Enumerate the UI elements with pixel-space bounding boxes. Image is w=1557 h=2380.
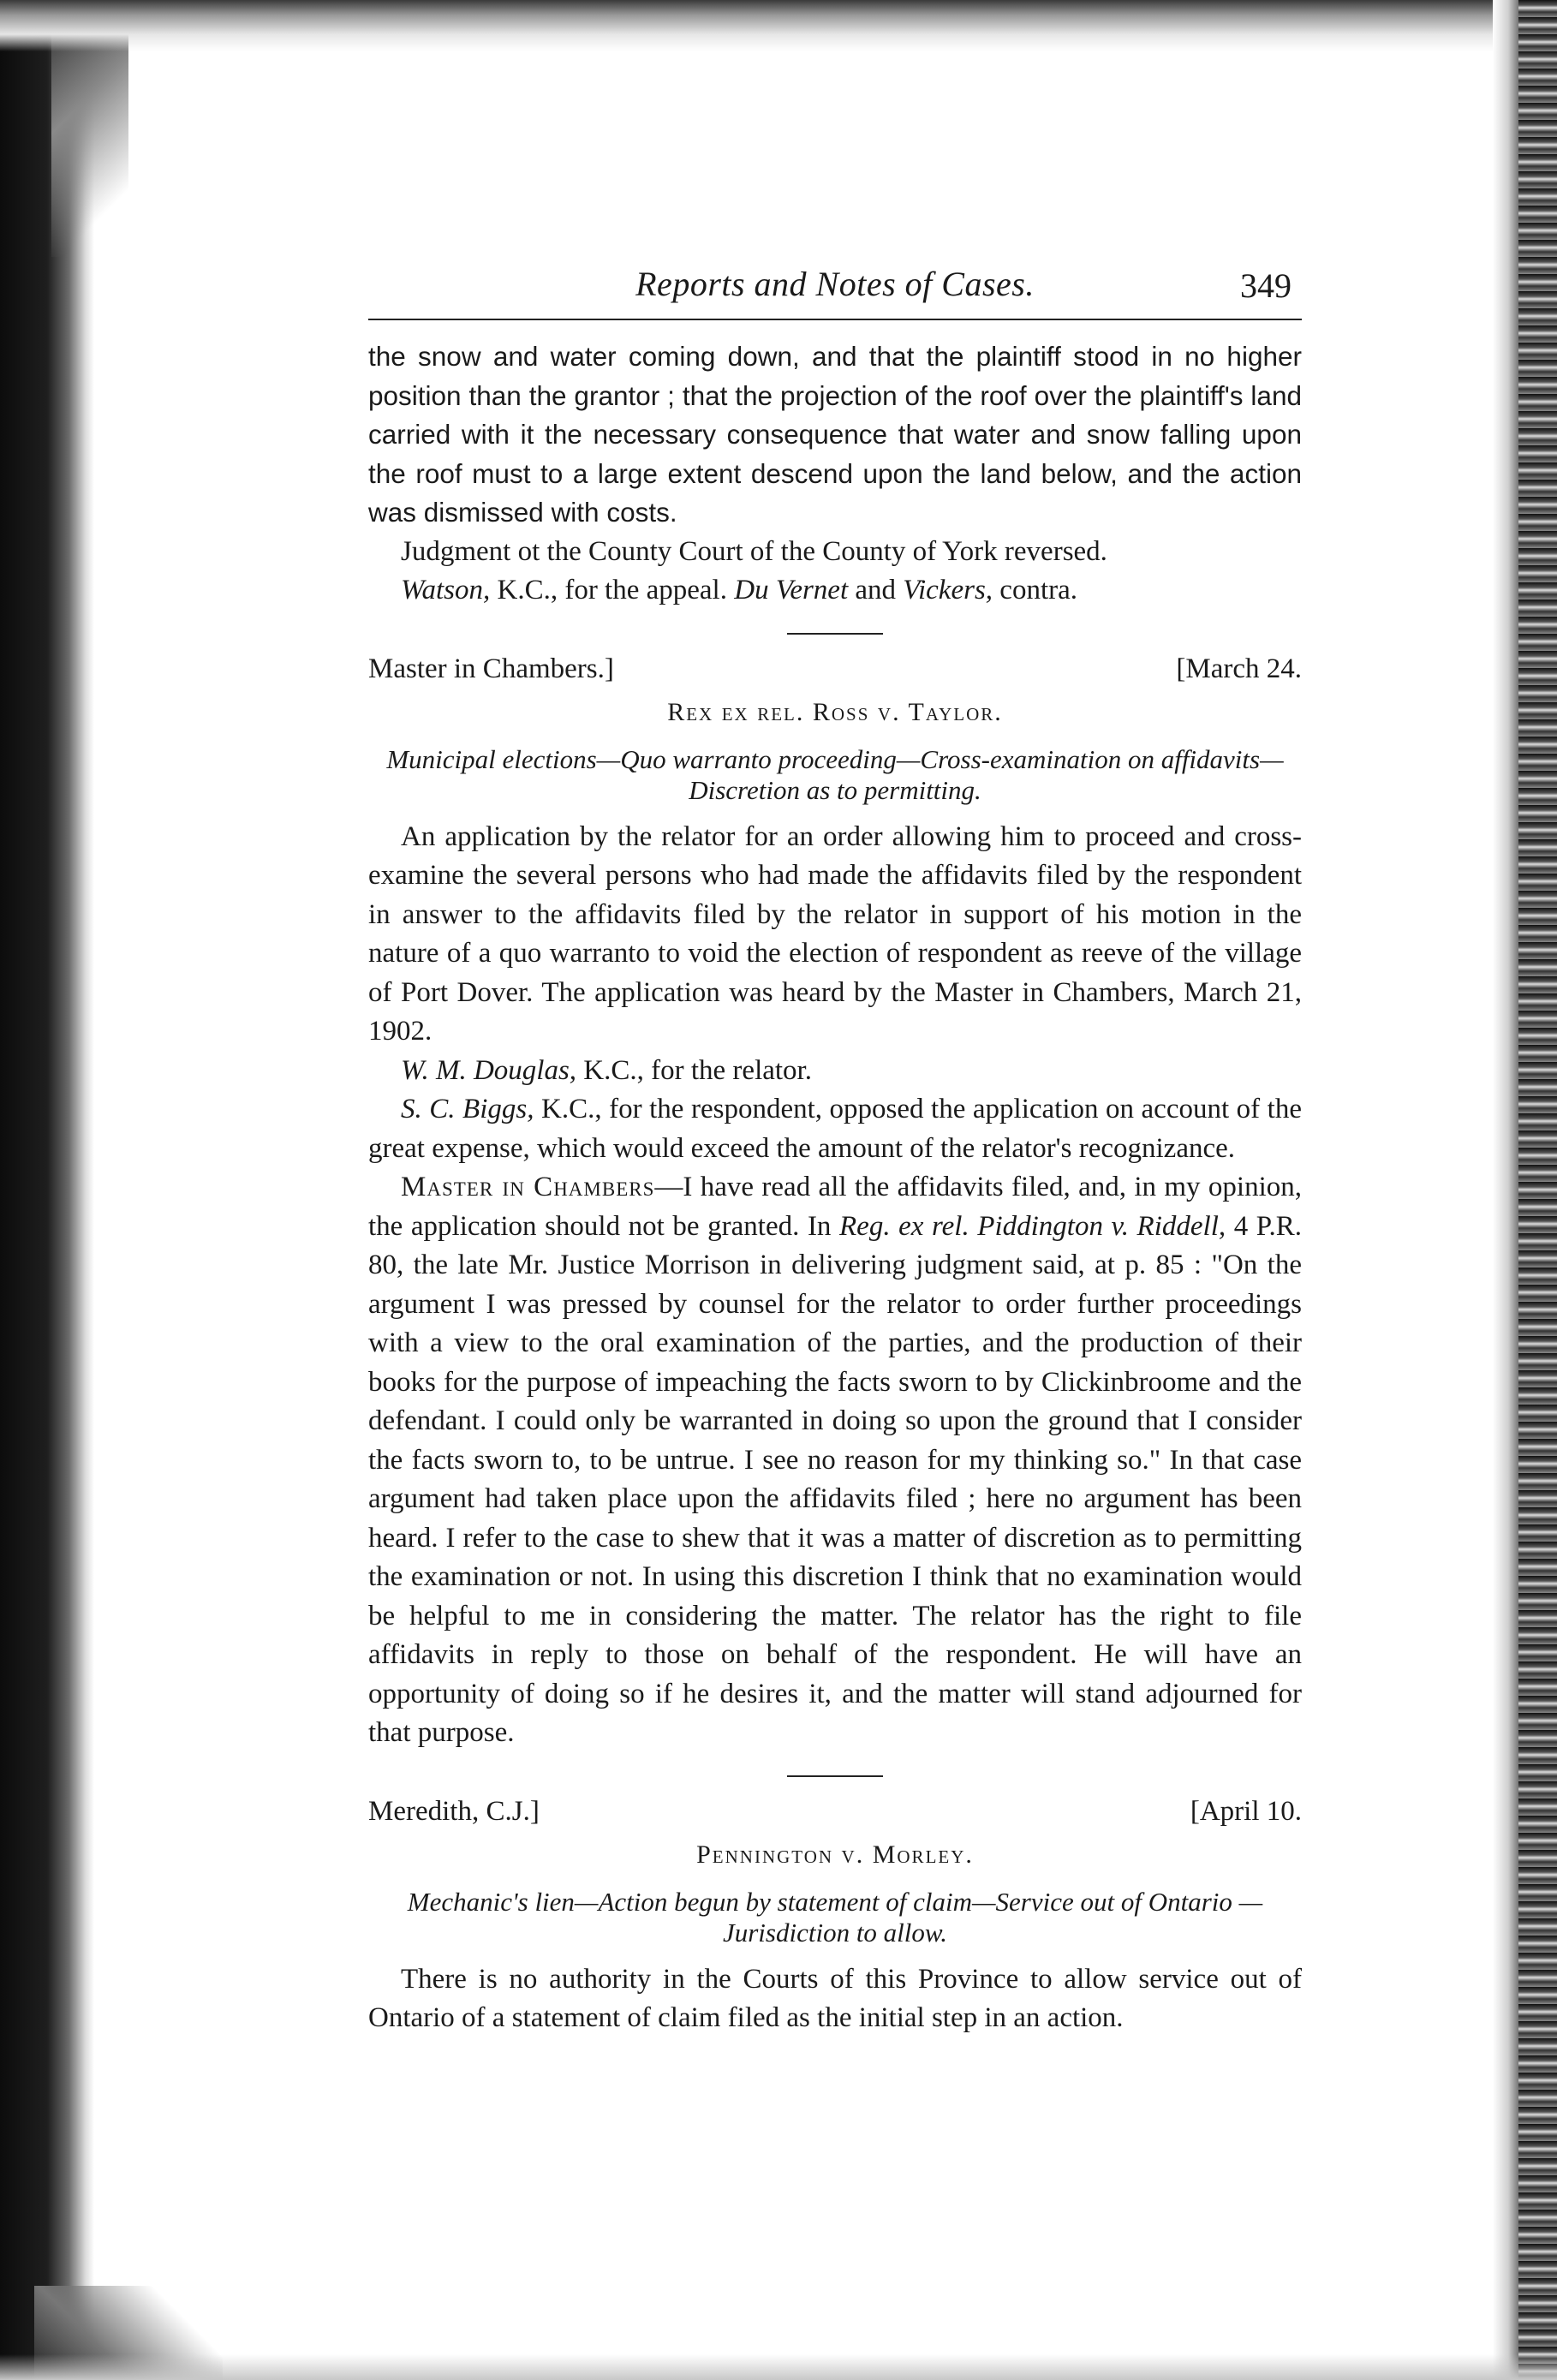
court-name: Master in Chambers.] <box>368 653 614 684</box>
headnote: Municipal elections—Quo warranto proceeding—Cross-examination on affidavits—Discretion as to permitting. <box>386 743 1284 805</box>
counsel-line <box>368 1052 1302 1091</box>
court-line <box>368 653 1302 693</box>
headnote: Mechanic's lien—Action begun by statement of claim—Service out of Ontario —Jurisdiction to allow. <box>407 1886 1263 1948</box>
counsel-name: Vickers, <box>903 575 993 605</box>
case-title: Pennington v. Morley. <box>696 1840 974 1869</box>
section-divider <box>787 633 883 635</box>
court-line <box>368 1796 1302 1835</box>
counsel-line <box>368 571 1302 611</box>
page-number: 349 <box>1240 266 1292 305</box>
case-title: Rex ex rel. Ross v. Taylor. <box>667 697 1003 726</box>
decision-date: [March 24. <box>1176 653 1302 684</box>
judgment-paragraph <box>368 1168 1302 1753</box>
running-head <box>368 257 1302 320</box>
judgment-text: —I have read all the affidavits filed, and, in my opinion, the application should not be granted. In <box>368 1172 1302 1242</box>
judgment-text: 4 P.R. 80, the late Mr. Justice Morrison in delivering judgment said, at p. 85 : "On the argument I was pressed by counsel for the relator to order further proceedings with a view to the oral examination of the parties, and the production of their books for the purpose of impeaching the facts sworn to by Clickinbroome and the defendant. I could only be warranted in doing so upon the ground that I consider the facts sworn to, to be untrue. I see no reason for my thinking so." In that case argument had taken place upon the affidavits filed ; here no argument has been heard. I refer to the case to shew that it was a matter of discretion as to permitting the examination or not. In using this discretion I think that no examination would be helpful to me in considering the matter. The relator has the right to file affidavits in reply to those on behalf of the respondent. He will have an opportunity of doing so if he desires it, and the matter will stand adjourned for that purpose. <box>368 1210 1302 1748</box>
case-paragraph: An application by the relator for an order allowing him to proceed and cross-examine the several persons who had made the affidavits filed by the respondent in answer to the affidavits filed by the relator in support of his motion in the nature of a quo warranto to void the election of respondent as reeve of the village of Port Dover. The application was heard by the Master in Chambers, March 21, 1902. <box>368 820 1302 1047</box>
scan-edge-right-shadow <box>1493 0 1518 2380</box>
scan-edge-right <box>1518 0 1557 2380</box>
scan-edge-top <box>0 0 1557 51</box>
book-page <box>368 257 1302 2038</box>
running-title: Reports and Notes of Cases. <box>635 265 1035 303</box>
scan-edge-bottom <box>0 2354 1557 2380</box>
counsel-name: Du Vernet <box>734 575 849 605</box>
counsel-role: K.C., for the relator. <box>576 1054 812 1086</box>
court-name: Meredith, C.J.] <box>368 1795 540 1827</box>
counsel-name: W. M. Douglas, <box>401 1054 577 1086</box>
counsel-role: K.C., for the respondent, opposed the application on account of the great expense, which would exceed the amount of the relator's recognizance. <box>368 1094 1302 1164</box>
counsel-line <box>368 1090 1302 1168</box>
judge-name: Master in Chambers <box>401 1172 655 1202</box>
section-divider <box>787 1775 883 1777</box>
counsel-name: Watson, <box>401 575 491 605</box>
scan-edge-left <box>0 0 94 2380</box>
counsel-conjunction: and <box>848 575 904 605</box>
judgment-line: Judgment ot the County Court of the County of York reversed. <box>401 535 1107 567</box>
continued-paragraph: the snow and water coming down, and that the plaintiff stood in no higher position than the grantor ; that the projection of the roof over the plaintiff's land carried with it the necessary consequence that water and snow falling upon the roof must to a large extent descend upon the land below, and the action was dismissed with costs. <box>368 341 1302 528</box>
counsel-name: S. C. Biggs, <box>401 1094 534 1124</box>
counsel-role: contra. <box>993 575 1077 605</box>
case-paragraph: There is no authority in the Courts of this Province to allow service out of Ontario of a statement of claim filed as the initial step in an action. <box>368 1963 1302 2033</box>
counsel-role: K.C., for the appeal. <box>490 575 735 605</box>
decision-date: [April 10. <box>1190 1795 1302 1827</box>
case-citation: Reg. ex rel. Piddington v. Riddell, <box>839 1210 1226 1242</box>
